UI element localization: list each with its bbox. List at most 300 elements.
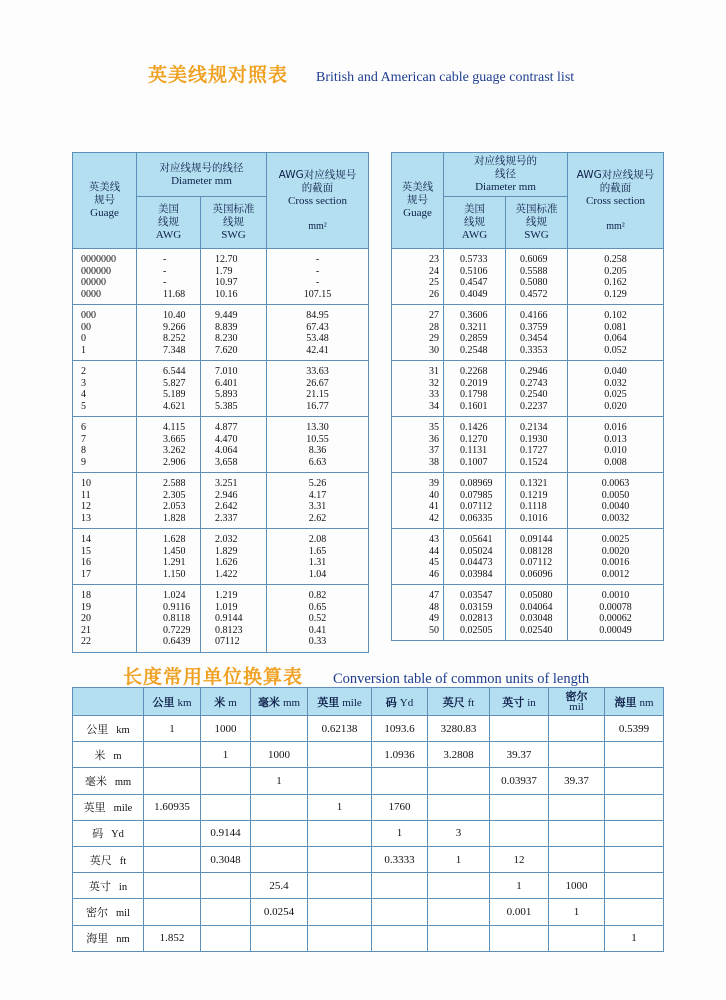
awg-cell-value: 0.3606 xyxy=(460,310,488,321)
conversion-cell: 1000 xyxy=(251,742,308,768)
cross-section-cell-value: 53.48 xyxy=(306,333,329,344)
conversion-cell: 3280.83 xyxy=(428,716,490,742)
gauge-cell-value: 2 xyxy=(81,366,86,377)
cross-section-cell-value: 33.63 xyxy=(306,366,329,377)
conversion-cell: 0.0254 xyxy=(251,899,308,925)
swg-cell-value: 1.422 xyxy=(215,568,238,580)
conversion-cell xyxy=(144,873,201,899)
conversion-cell: 1 xyxy=(605,925,664,951)
gauge-title-en: British and American cable guage contrast list xyxy=(316,70,575,85)
cross-section-cell-value: 0.008 xyxy=(604,456,627,468)
swg-cell-value: 3.658 xyxy=(215,456,238,468)
gauge-cell-value: 36 xyxy=(429,433,439,445)
conversion-cell: 1 xyxy=(372,820,428,846)
cross-section-cell-value: 5.26 xyxy=(308,478,327,489)
awg-cell xyxy=(137,361,201,417)
cross-section-cell-value: 0.016 xyxy=(604,422,627,433)
unit-column-header xyxy=(490,688,549,716)
awg-cell-value: 8.252 xyxy=(163,333,186,344)
unit-row-en: m xyxy=(113,750,122,762)
swg-cell-value: 0.1930 xyxy=(520,433,548,445)
conversion-cell: 0.03937 xyxy=(490,768,549,794)
swg-cell-value: 2.032 xyxy=(215,534,238,545)
cross-section-cell-value: 10.55 xyxy=(306,433,329,445)
awg-cell-value: 0.5106 xyxy=(460,265,488,277)
awg-cell-value: 0.03159 xyxy=(460,601,493,613)
unit-header-en: mile xyxy=(342,696,362,709)
cross-section-cell-value: 0.010 xyxy=(604,445,627,456)
gauge-cell xyxy=(73,361,137,417)
awg-cell xyxy=(137,417,201,473)
swg-header: 英国标准线规 SWG xyxy=(506,197,568,249)
awg-cell-value: 0.05024 xyxy=(460,545,493,557)
conversion-cell xyxy=(428,899,490,925)
swg-cell-value: 2.337 xyxy=(215,512,238,524)
cross-section-cell-value: 2.62 xyxy=(308,512,327,524)
conversion-cell xyxy=(549,820,605,846)
cross-section-cell xyxy=(568,473,664,529)
conversion-cell xyxy=(308,820,372,846)
swg-cell-value: 0.02540 xyxy=(520,624,553,636)
unit-column-header xyxy=(549,688,605,716)
swg-cell xyxy=(201,473,267,529)
unit-row-en: in xyxy=(118,881,128,893)
swg-cell-value: 0.1321 xyxy=(520,478,548,489)
unit-row-header xyxy=(73,846,144,872)
gauge-cell-value: 13 xyxy=(81,512,91,524)
conversion-row xyxy=(73,873,664,899)
conversion-cell xyxy=(605,794,664,820)
conversion-cell: 1.0936 xyxy=(372,742,428,768)
conversion-cell: 1093.6 xyxy=(372,716,428,742)
awg-cell-value: 0.4547 xyxy=(460,277,488,288)
gauge-group-row xyxy=(73,473,369,529)
awg-cell xyxy=(444,529,506,585)
unit-column-header xyxy=(428,688,490,716)
awg-cell-value: 1.291 xyxy=(163,557,186,568)
gauge-cell-value: 39 xyxy=(429,478,439,489)
conversion-cell xyxy=(549,716,605,742)
swg-cell-value: 6.401 xyxy=(215,377,238,389)
conversion-cell: 1 xyxy=(251,768,308,794)
gauge-cell-value: 3 xyxy=(81,377,86,389)
unit-header-zh: 英里 xyxy=(317,695,340,709)
awg-cell-value: - xyxy=(163,277,167,288)
swg-cell-value: 0.1524 xyxy=(520,456,548,468)
swg-cell xyxy=(506,473,568,529)
conversion-cell xyxy=(428,794,490,820)
cross-section-cell xyxy=(267,585,369,653)
cross-section-cell-value: 0.081 xyxy=(604,321,627,333)
swg-cell-value: 7.010 xyxy=(215,366,238,377)
awg-cell-value: 3.262 xyxy=(163,445,186,456)
awg-cell-value: 0.2268 xyxy=(460,366,488,377)
conversion-cell xyxy=(549,846,605,872)
gauge-cell-value: 11 xyxy=(81,489,91,501)
gauge-table-right xyxy=(391,152,664,641)
awg-cell-value: 0.04473 xyxy=(460,557,493,568)
gauge-header: 英美线规号 Guage xyxy=(73,153,137,249)
gauge-header: 英美线规号 Guage xyxy=(392,153,444,249)
gauge-cell-value: 27 xyxy=(429,310,439,321)
awg-cell-value: 0.8118 xyxy=(163,613,191,624)
conversion-cell xyxy=(308,768,372,794)
gauge-cell-value: 28 xyxy=(429,321,439,333)
awg-cell-value: - xyxy=(163,265,167,277)
conversion-cell xyxy=(251,925,308,951)
conversion-cell xyxy=(144,820,201,846)
swg-cell xyxy=(201,529,267,585)
cross-section-cell-value: 26.67 xyxy=(306,377,329,389)
unit-row-zh: 米 xyxy=(94,748,106,762)
awg-cell-value: 0.06335 xyxy=(460,512,493,524)
unit-header-en: km xyxy=(177,696,192,709)
conversion-table xyxy=(72,687,664,952)
conversion-cell xyxy=(372,768,428,794)
cross-section-cell xyxy=(267,473,369,529)
swg-cell-value: 0.04064 xyxy=(520,601,553,613)
unit-column-header xyxy=(605,688,664,716)
swg-cell-value: 0.06096 xyxy=(520,568,553,580)
swg-cell-value: 0.2540 xyxy=(520,389,548,400)
awg-cell-value: 4.621 xyxy=(163,400,186,412)
awg-cell-value: 0.2859 xyxy=(460,333,488,344)
cross-section-cell-value: 0.41 xyxy=(308,624,327,636)
swg-cell xyxy=(506,249,568,305)
conversion-cell: 1000 xyxy=(549,873,605,899)
swg-cell-value: 1.79 xyxy=(215,265,233,277)
cross-section-cell-value: 4.17 xyxy=(308,489,327,501)
swg-cell-value: 0.8123 xyxy=(215,624,243,636)
awg-cell-value: 1.150 xyxy=(163,568,186,580)
gauge-group-row xyxy=(73,417,369,473)
awg-cell-value: 0.9116 xyxy=(163,601,191,613)
awg-cell-value: 4.115 xyxy=(163,422,186,433)
awg-cell-value: 1.024 xyxy=(163,590,186,601)
swg-cell-value: 0.09144 xyxy=(520,534,553,545)
conversion-cell xyxy=(144,846,201,872)
unit-row-en: mil xyxy=(115,907,130,919)
awg-cell-value: 2.305 xyxy=(163,489,186,501)
swg-cell-value: 5.385 xyxy=(215,400,238,412)
swg-cell-value: 0.2946 xyxy=(520,366,548,377)
conversion-cell: 3.2808 xyxy=(428,742,490,768)
swg-cell-value: 0.1727 xyxy=(520,445,548,456)
unit-row-zh: 海里 xyxy=(86,932,109,946)
cross-section-cell-value: 0.032 xyxy=(604,377,627,389)
unit-header-en: nm xyxy=(639,696,654,709)
gauge-cell-value: 22 xyxy=(81,636,91,647)
swg-cell xyxy=(201,249,267,305)
conversion-cell xyxy=(251,794,308,820)
conversion-cell xyxy=(201,873,251,899)
gauge-group-row xyxy=(392,585,664,641)
unit-column-header xyxy=(308,688,372,716)
swg-cell xyxy=(506,417,568,473)
conversion-cell xyxy=(549,742,605,768)
cross-section-cell-value: 0.0012 xyxy=(601,568,630,580)
swg-cell-value: 0.2237 xyxy=(520,400,548,412)
conversion-cell: 1 xyxy=(308,794,372,820)
conversion-row xyxy=(73,742,664,768)
swg-cell-value: 0.1016 xyxy=(520,512,548,524)
awg-cell-value: 0.5733 xyxy=(460,254,488,265)
awg-cell-value: 0.07985 xyxy=(460,489,493,501)
unit-header-en: mil xyxy=(569,700,584,713)
gauge-cell-value: 31 xyxy=(429,366,439,377)
swg-cell-value: 0.5080 xyxy=(520,277,548,288)
gauge-cell-value: 44 xyxy=(429,545,439,557)
unit-row-en: ft xyxy=(119,855,127,867)
awg-cell-value: 0.03984 xyxy=(460,568,493,580)
gauge-group-row xyxy=(392,473,664,529)
gauge-group-row xyxy=(73,585,369,653)
cross-section-cell-value: 0.52 xyxy=(308,613,327,624)
unit-header-zh: 毫米 xyxy=(257,695,280,709)
conversion-cell xyxy=(549,925,605,951)
cross-section-cell xyxy=(568,305,664,361)
conversion-cell: 0.001 xyxy=(490,899,549,925)
cross-section-cell-value: - xyxy=(315,254,320,265)
swg-cell-value: 07112 xyxy=(215,636,240,647)
cross-section-cell-value: - xyxy=(315,277,320,288)
gauge-group-row xyxy=(392,305,664,361)
cross-section-cell-value: 107.15 xyxy=(303,288,332,300)
awg-cell xyxy=(444,305,506,361)
gauge-group-row xyxy=(73,305,369,361)
conversion-cell: 1760 xyxy=(372,794,428,820)
conversion-cell xyxy=(251,716,308,742)
conversion-cell xyxy=(308,742,372,768)
conversion-cell: 1 xyxy=(201,742,251,768)
swg-cell-value: 0.2743 xyxy=(520,377,548,389)
unit-row-en: km xyxy=(116,724,130,736)
awg-cell-value: 0.02813 xyxy=(460,613,493,624)
conversion-cell xyxy=(490,794,549,820)
cross-section-cell xyxy=(267,529,369,585)
conversion-cell xyxy=(201,899,251,925)
unit-row-zh: 毫米 xyxy=(84,774,107,788)
conversion-cell: 1000 xyxy=(201,716,251,742)
gauge-cell-value: 17 xyxy=(81,568,91,580)
gauge-cell xyxy=(392,361,444,417)
conversion-cell xyxy=(490,820,549,846)
cross-section-cell-value: 0.052 xyxy=(604,344,627,356)
conversion-row xyxy=(73,794,664,820)
cross-section-cell-value: 0.33 xyxy=(308,636,327,647)
awg-cell-value: 0.2019 xyxy=(460,377,488,389)
gauge-table-left xyxy=(72,152,369,653)
cross-section-cell-value: 13.30 xyxy=(306,422,329,433)
conversion-cell: 1 xyxy=(549,899,605,925)
conversion-table-title xyxy=(123,662,589,689)
cross-section-cell-value: 0.020 xyxy=(604,400,627,412)
conversion-cell xyxy=(605,820,664,846)
cross-section-cell-value: 84.95 xyxy=(306,310,329,321)
conversion-cell xyxy=(605,899,664,925)
gauge-cell xyxy=(73,249,137,305)
cross-section-cell xyxy=(267,305,369,361)
conversion-cell xyxy=(372,899,428,925)
gauge-cell-value: 40 xyxy=(429,489,439,501)
conversion-cell xyxy=(144,742,201,768)
swg-cell-value: 9.449 xyxy=(215,310,238,321)
unit-header-zh: 码 xyxy=(385,695,397,709)
unit-row-header xyxy=(73,873,144,899)
gauge-cell-value: 23 xyxy=(429,254,439,265)
gauge-cell-value: 18 xyxy=(81,590,91,601)
conversion-cell xyxy=(549,794,605,820)
gauge-cell-value: 8 xyxy=(81,445,86,456)
gauge-cell-value: 26 xyxy=(429,288,439,300)
gauge-cell-value: 6 xyxy=(81,422,86,433)
gauge-cell-value: 21 xyxy=(81,624,91,636)
cross-section-cell-value: 0.013 xyxy=(604,433,627,445)
cross-section-cell-value: 1.04 xyxy=(308,568,327,580)
gauge-cell-value: 24 xyxy=(429,265,439,277)
swg-cell-value: 0.07112 xyxy=(520,557,553,568)
unit-row-zh: 英尺 xyxy=(89,853,112,867)
swg-cell-value: 4.470 xyxy=(215,433,238,445)
conversion-cell xyxy=(201,768,251,794)
unit-header-en: ft xyxy=(467,696,475,709)
conversion-cell: 1 xyxy=(490,873,549,899)
swg-cell-value: 0.9144 xyxy=(215,613,243,624)
gauge-cell-value: 0 xyxy=(81,333,86,344)
awg-cell-value: 0.05641 xyxy=(460,534,493,545)
cross-section-cell-value: 42.41 xyxy=(306,344,329,356)
swg-cell-value: 0.05080 xyxy=(520,590,553,601)
cross-section-cell-value: 0.82 xyxy=(308,590,327,601)
cross-section-cell xyxy=(267,417,369,473)
awg-cell-value: 7.348 xyxy=(163,344,186,356)
gauge-cell-value: 43 xyxy=(429,534,439,545)
gauge-group-row xyxy=(73,249,369,305)
gauge-cell-value: 47 xyxy=(429,590,439,601)
swg-cell-value: 1.626 xyxy=(215,557,238,568)
unit-row-zh: 密尔 xyxy=(85,905,108,919)
cross-section-cell-value: 2.08 xyxy=(308,534,327,545)
gauge-cell-value: 30 xyxy=(429,344,439,356)
conversion-row xyxy=(73,925,664,951)
gauge-cell-value: 000 xyxy=(81,310,96,321)
cross-section-cell-value: 0.0016 xyxy=(601,557,630,568)
swg-cell xyxy=(201,305,267,361)
swg-cell-value: 0.3353 xyxy=(520,344,548,356)
swg-cell-value: 8.230 xyxy=(215,333,238,344)
gauge-cell xyxy=(392,529,444,585)
awg-cell-value: 2.053 xyxy=(163,501,186,512)
awg-cell-value: 0.02505 xyxy=(460,624,493,636)
cross-section-header: AWG对应线规号的截面 Cross section mm² xyxy=(267,153,369,249)
gauge-cell-value: 46 xyxy=(429,568,439,580)
unit-row-header xyxy=(73,768,144,794)
swg-cell-value: 0.4166 xyxy=(520,310,548,321)
gauge-cell xyxy=(73,473,137,529)
conversion-cell xyxy=(201,925,251,951)
swg-cell-value: 4.877 xyxy=(215,422,238,433)
diameter-header: 对应线规号的线径 Diameter mm xyxy=(137,153,267,197)
swg-cell-value: 0.2134 xyxy=(520,422,548,433)
conversion-cell: 39.37 xyxy=(549,768,605,794)
gauge-cell-value: 0000 xyxy=(81,288,101,300)
unit-row-en: mile xyxy=(113,803,133,815)
awg-cell-value: 2.588 xyxy=(163,478,186,489)
gauge-group-row xyxy=(392,529,664,585)
gauge-cell-value: 20 xyxy=(81,613,91,624)
unit-row-header xyxy=(73,925,144,951)
unit-column-header xyxy=(144,688,201,716)
awg-cell-value: 0.03547 xyxy=(460,590,493,601)
cross-section-cell xyxy=(568,417,664,473)
cross-section-cell-value: 0.00062 xyxy=(599,613,632,624)
cross-section-cell-value: 0.025 xyxy=(604,389,627,400)
awg-cell xyxy=(444,361,506,417)
gauge-cell-value: 29 xyxy=(429,333,439,344)
gauge-group-row xyxy=(392,249,664,305)
swg-cell-value: 1.019 xyxy=(215,601,238,613)
swg-cell-value: 2.946 xyxy=(215,489,238,501)
gauge-cell-value: 38 xyxy=(429,456,439,468)
awg-cell-value: 6.544 xyxy=(163,366,186,377)
gauge-cell-value: 34 xyxy=(429,400,439,412)
cross-section-cell-value: 16.77 xyxy=(306,400,329,412)
swg-cell-value: 0.4572 xyxy=(520,288,548,300)
swg-cell-value: 0.5588 xyxy=(520,265,548,277)
cross-section-cell-value: 0.00049 xyxy=(599,624,632,636)
conversion-cell xyxy=(251,820,308,846)
swg-cell-value: 2.642 xyxy=(215,501,238,512)
gauge-cell-value: 42 xyxy=(429,512,439,524)
gauge-cell-value: 7 xyxy=(81,433,86,445)
awg-cell-value: 0.1601 xyxy=(460,400,488,412)
gauge-cell-value: 000000 xyxy=(81,265,111,277)
awg-header: 美国线规 AWG xyxy=(444,197,506,249)
cross-section-cell xyxy=(568,249,664,305)
conversion-cell: 1 xyxy=(144,716,201,742)
cross-section-cell-value: 21.15 xyxy=(306,389,329,400)
conversion-cell: 39.37 xyxy=(490,742,549,768)
swg-cell-value: 0.1219 xyxy=(520,489,548,501)
gauge-cell-value: 45 xyxy=(429,557,439,568)
diameter-header: 对应线规号的线径 Diameter mm xyxy=(444,153,568,197)
cross-section-cell-value: 0.0010 xyxy=(601,590,630,601)
cross-section-cell-value: 0.0020 xyxy=(601,545,630,557)
cross-section-cell-value: 0.040 xyxy=(604,366,627,377)
gauge-cell-value: 41 xyxy=(429,501,439,512)
conversion-cell: 3 xyxy=(428,820,490,846)
cross-section-cell-value: 0.102 xyxy=(604,310,627,321)
conversion-cell: 12 xyxy=(490,846,549,872)
conversion-cell xyxy=(251,846,308,872)
gauge-cell xyxy=(73,585,137,653)
unit-row-header xyxy=(73,716,144,742)
conversion-cell xyxy=(605,873,664,899)
gauge-cell-value: 14 xyxy=(81,534,91,545)
gauge-cell-value: 0000000 xyxy=(81,254,116,265)
conversion-cell: 0.3048 xyxy=(201,846,251,872)
conversion-cell: 1 xyxy=(428,846,490,872)
awg-cell-value: 11.68 xyxy=(163,288,186,300)
cross-section-cell-value: 0.064 xyxy=(604,333,627,344)
awg-cell-value: 0.2548 xyxy=(460,344,488,356)
cross-section-cell-value: 0.0025 xyxy=(601,534,630,545)
gauge-cell xyxy=(392,249,444,305)
gauge-group-row xyxy=(392,417,664,473)
swg-cell-value: 3.251 xyxy=(215,478,238,489)
awg-cell-value: 0.1798 xyxy=(460,389,488,400)
conversion-cell xyxy=(490,716,549,742)
